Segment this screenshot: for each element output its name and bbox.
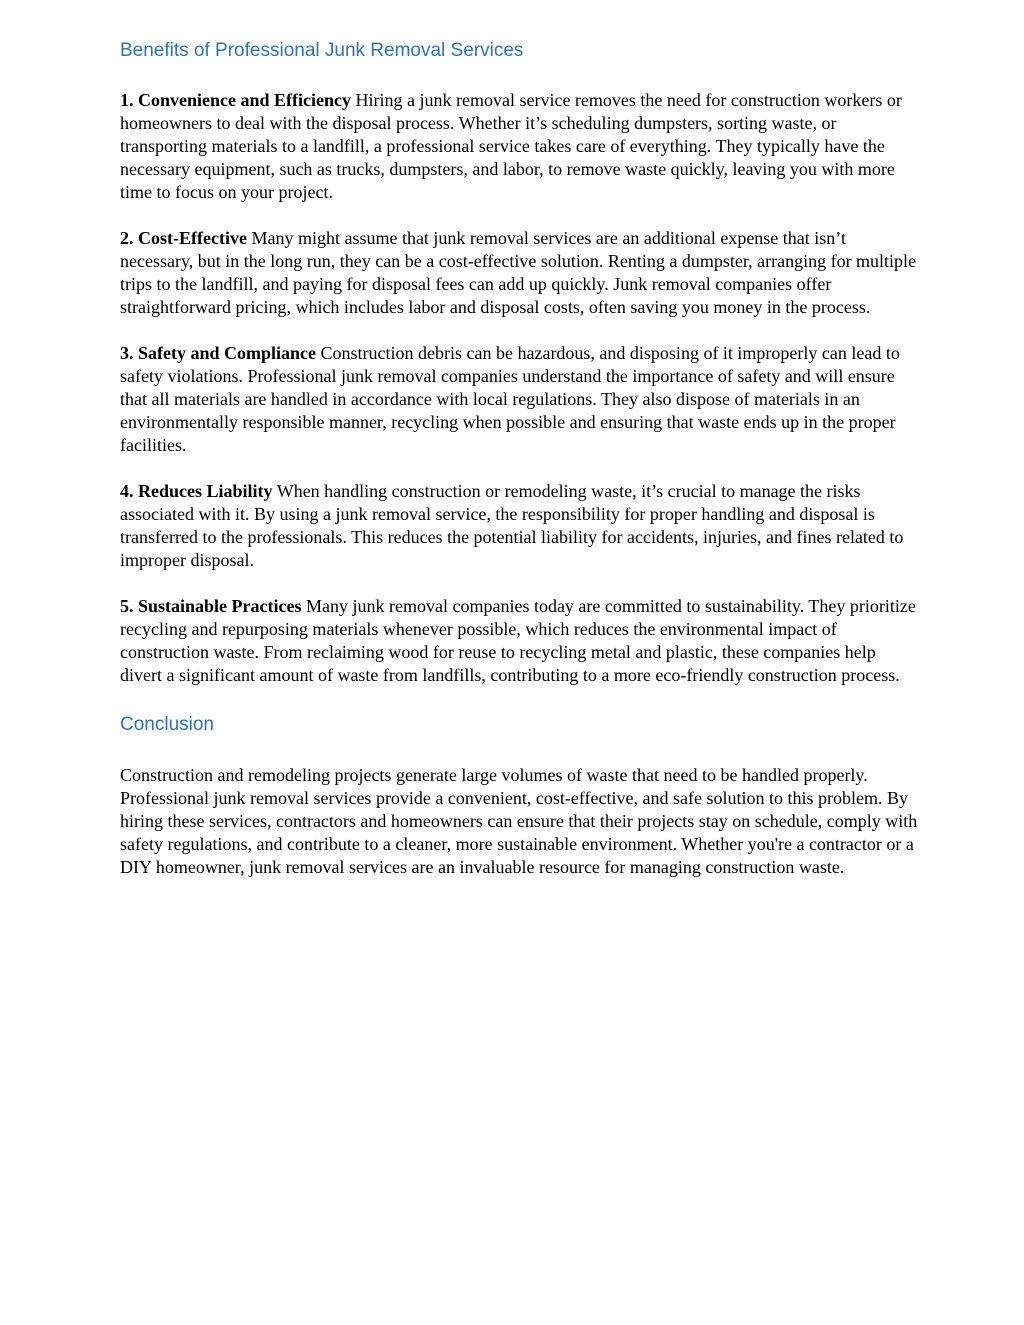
section-heading: 4. Reduces Liability (120, 481, 273, 501)
section-heading: 3. Safety and Compliance (120, 343, 317, 363)
section-text: When handling construction or remodeling waste, it’s crucial to manage the risks associated with it. By using a junk removal service, the responsibility for proper handling and disposal is transferred to the professionals. This reduces the potential liability for accidents, injuries, and fines related to improper disposal. (120, 481, 904, 570)
section-safety (120, 342, 920, 457)
section-sustainable (120, 595, 920, 687)
section-cost-effective (120, 227, 920, 319)
section-text: Many junk removal companies today are committed to sustainability. They prioritize recycling and repurposing materials whenever possible, which reduces the environmental impact of construction waste. From reclaiming wood for reuse to recycling metal and plastic, these companies help divert a significant amount of waste from landfills, contributing to a more eco-friendly construction process. (120, 596, 916, 685)
document-title: Benefits of Professional Junk Removal Services (120, 40, 524, 61)
section-heading: 5. Sustainable Practices (120, 596, 302, 616)
section-heading: 2. Cost-Effective (120, 228, 247, 248)
section-text: Hiring a junk removal service removes the need for construction workers or homeowners to deal with the disposal process. Whether it’s scheduling dumpsters, sorting waste, or transporting materials to a landfill, a professional service takes care of everything. They typically have the necessary equipment, such as trucks, dumpsters, and labor, to remove waste quickly, leaving you with more time to focus on your project. (120, 90, 902, 202)
section-heading: 1. Convenience and Efficiency (120, 90, 351, 110)
conclusion-text: Construction and remodeling projects generate large volumes of waste that need to be handled properly. Professional junk removal services provide a convenient, cost-effective, and safe solution to this problem. By hiring these services, contractors and homeowners can ensure that their projects stay on schedule, comply with safety regulations, and contribute to a cleaner, more sustainable environment. Whether you're a contractor or a DIY homeowner, junk removal services are an invaluable resource for managing construction waste. (120, 765, 918, 877)
document-page (120, 36, 920, 902)
section-convenience (120, 89, 920, 204)
section-text: Construction debris can be hazardous, and disposing of it improperly can lead to safety violations. Professional junk removal companies understand the importance of safety and will ensure that all materials are handled in accordance with local regulations. They also dispose of materials in an environmentally responsible manner, recycling when possible and ensuring that waste ends up in the proper facilities. (120, 343, 900, 455)
conclusion-heading: Conclusion (120, 714, 214, 735)
section-liability (120, 480, 920, 572)
section-text: Many might assume that junk removal services are an additional expense that isn’t necessary, but in the long run, they can be a cost-effective solution. Renting a dumpster, arranging for multiple trips to the landfill, and paying for disposal fees can add up quickly. Junk removal companies offer straightforward pricing, which includes labor and disposal costs, often saving you money in the process. (120, 228, 917, 317)
